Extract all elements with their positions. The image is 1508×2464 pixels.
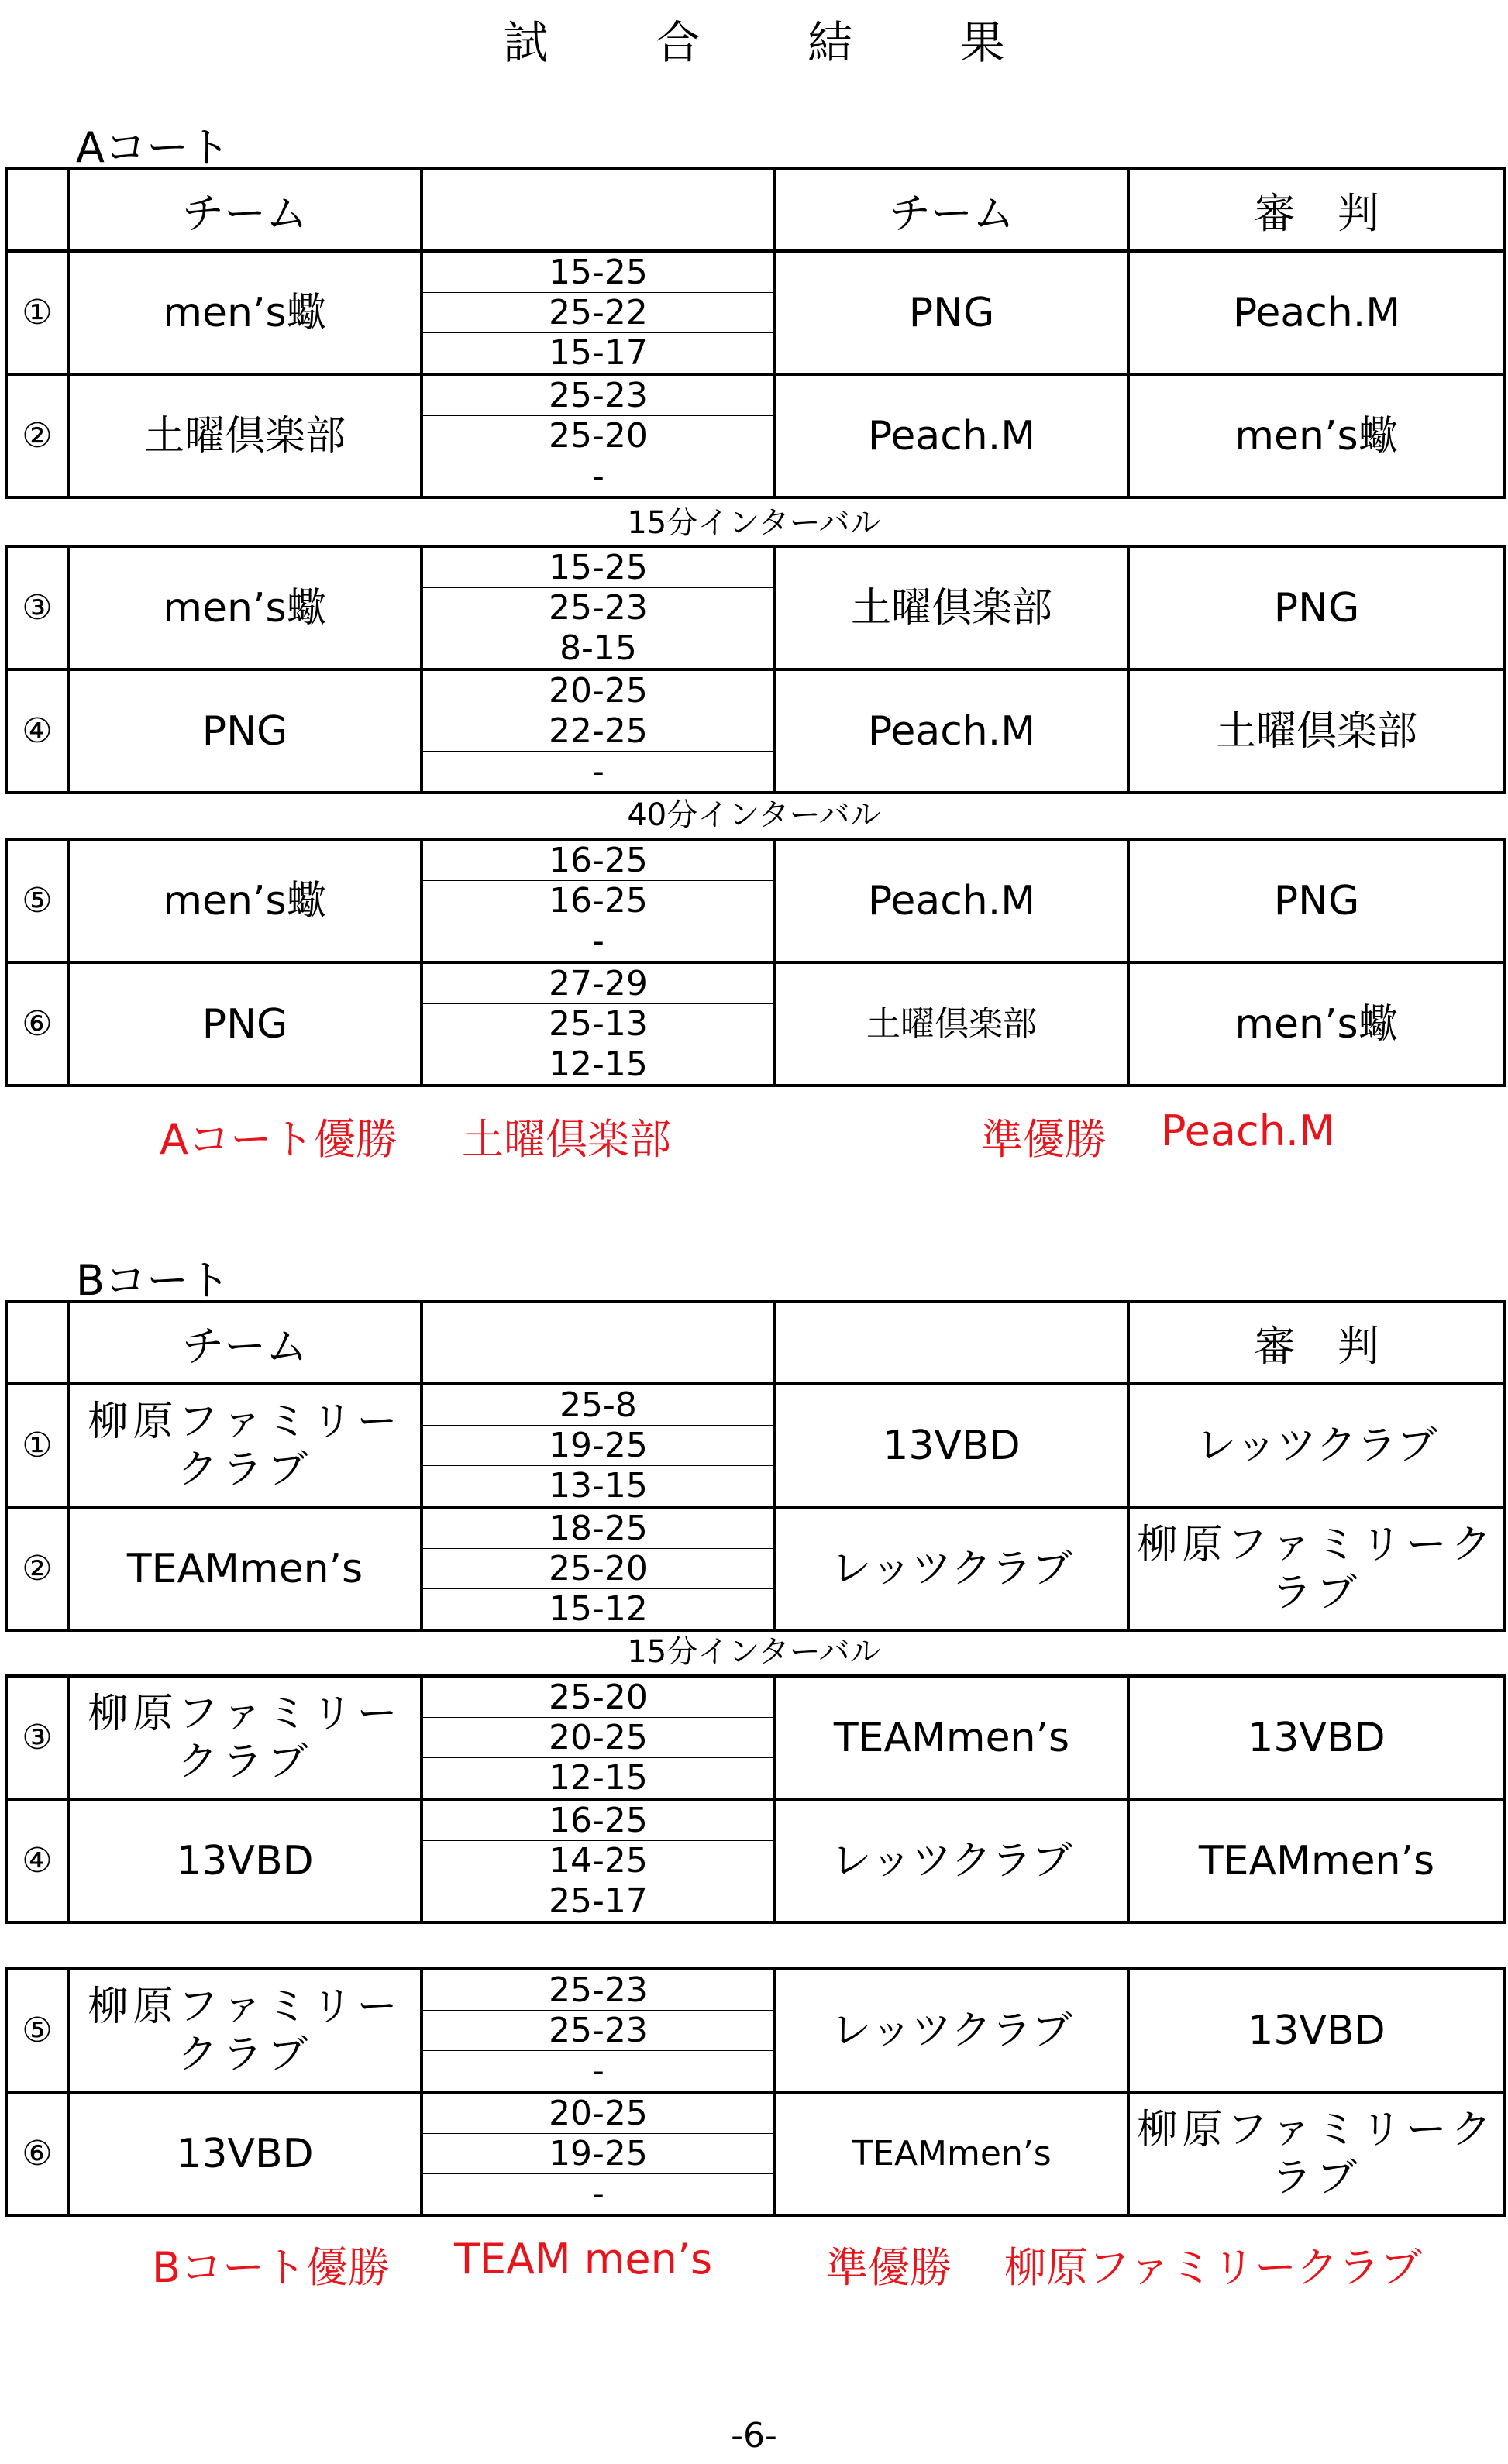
set-score: 14-25 <box>422 1841 775 1881</box>
header-team1: チーム <box>68 1302 422 1384</box>
match-number: ③ <box>6 1676 68 1799</box>
set-score: 25-8 <box>422 1384 775 1426</box>
set-score: 25-23 <box>422 1969 775 2011</box>
match-number: ⑥ <box>6 962 68 1086</box>
court-a-winner-label: Aコート優勝 <box>160 1115 398 1164</box>
team1: PNG <box>68 962 422 1086</box>
team1: PNG <box>68 669 422 793</box>
team2: TEAMmen’s <box>775 2092 1128 2215</box>
set-score: 27-29 <box>422 962 775 1004</box>
team2: 13VBD <box>775 1384 1128 1507</box>
team1: 柳原ファミリークラブ <box>68 1384 422 1507</box>
header-num <box>6 1302 68 1384</box>
page-number: -6- <box>731 2416 777 2455</box>
interval-label: 15分インターバル <box>627 505 881 541</box>
match-number: ③ <box>6 546 68 669</box>
set-score: 15-25 <box>422 251 775 293</box>
referee: men’s蠍 <box>1128 962 1505 1086</box>
court-a-winner: 土曜倶楽部 <box>462 1115 671 1164</box>
team1: 13VBD <box>68 1799 422 1922</box>
header-referee: 審 判 <box>1128 169 1505 251</box>
set-score: 25-20 <box>422 1549 775 1589</box>
team1: 柳原ファミリークラブ <box>68 1676 422 1799</box>
interval-label: 40分インターバル <box>627 797 881 833</box>
court-a-runnerup: Peach.M <box>1161 1106 1335 1155</box>
header-team2: チーム <box>775 169 1128 251</box>
match-number: ⑤ <box>6 839 68 962</box>
court-b-table-1 <box>5 1300 1506 1632</box>
court-a-table-1 <box>5 167 1506 499</box>
referee: PNG <box>1128 839 1505 962</box>
court-b-runnerup: 柳原ファミリークラブ <box>1004 2243 1422 2292</box>
set-score: 22-25 <box>422 711 775 752</box>
set-score: 8-15 <box>422 628 775 670</box>
set-score: 19-25 <box>422 1426 775 1466</box>
team2: PNG <box>775 251 1128 374</box>
match-number: ⑤ <box>6 1969 68 2092</box>
set-score: 16-25 <box>422 881 775 921</box>
set-score: 25-17 <box>422 1881 775 1923</box>
set-score: 19-25 <box>422 2134 775 2174</box>
team2: 土曜倶楽部 <box>775 546 1128 669</box>
court-a-runnerup-label: 準優勝 <box>981 1115 1107 1164</box>
set-score: - <box>422 921 775 963</box>
court-b-winner-label: Bコート優勝 <box>152 2243 391 2292</box>
header-score <box>422 169 775 251</box>
set-score: 12-15 <box>422 1758 775 1800</box>
set-score: 15-12 <box>422 1589 775 1631</box>
team1: 土曜倶楽部 <box>68 374 422 497</box>
set-score: - <box>422 752 775 793</box>
court-a-table-2 <box>5 545 1506 794</box>
team2: 土曜倶楽部 <box>775 962 1128 1086</box>
court-b-table-2 <box>5 1674 1506 1924</box>
header-team2 <box>775 1302 1128 1384</box>
set-score: 18-25 <box>422 1507 775 1549</box>
referee: 13VBD <box>1128 1676 1505 1799</box>
referee: 柳原ファミリークラブ <box>1128 2092 1505 2215</box>
team1: 柳原ファミリークラブ <box>68 1969 422 2092</box>
set-score: 16-25 <box>422 839 775 881</box>
match-number: ⑥ <box>6 2092 68 2215</box>
match-number: ① <box>6 251 68 374</box>
team2: レッツクラブ <box>775 1799 1128 1922</box>
team1: men’s蠍 <box>68 546 422 669</box>
referee: 土曜倶楽部 <box>1128 669 1505 793</box>
set-score: - <box>422 2051 775 2093</box>
set-score: 20-25 <box>422 1718 775 1758</box>
set-score: 25-20 <box>422 416 775 456</box>
court-b-runnerup-label: 準優勝 <box>826 2243 952 2292</box>
interval-label: 15分インターバル <box>627 1634 881 1670</box>
court-b-label: Bコート <box>76 1256 231 1305</box>
set-score: 25-22 <box>422 293 775 333</box>
court-b-winner: TEAM men’s <box>454 2235 713 2283</box>
set-score: 25-23 <box>422 2011 775 2051</box>
referee: TEAMmen’s <box>1128 1799 1505 1922</box>
set-score: 15-17 <box>422 333 775 375</box>
team1: men’s蠍 <box>68 839 422 962</box>
set-score: 15-25 <box>422 546 775 588</box>
set-score: 20-25 <box>422 669 775 711</box>
team2: レッツクラブ <box>775 1507 1128 1630</box>
set-score: 20-25 <box>422 2092 775 2134</box>
team2: Peach.M <box>775 669 1128 793</box>
match-number: ④ <box>6 1799 68 1922</box>
header-team1: チーム <box>68 169 422 251</box>
match-number: ④ <box>6 669 68 793</box>
set-score: - <box>422 2174 775 2216</box>
set-score: 13-15 <box>422 1466 775 1508</box>
match-number: ② <box>6 374 68 497</box>
court-a-label: Aコート <box>76 123 230 172</box>
team2: TEAMmen’s <box>775 1676 1128 1799</box>
team2: Peach.M <box>775 374 1128 497</box>
set-score: 25-13 <box>422 1004 775 1044</box>
court-b-table-3 <box>5 1967 1506 2217</box>
set-score: - <box>422 456 775 498</box>
set-score: 25-23 <box>422 588 775 628</box>
page-title: 試 合 結 果 <box>503 16 1052 69</box>
set-score: 12-15 <box>422 1044 775 1086</box>
match-number: ② <box>6 1507 68 1630</box>
team1: 13VBD <box>68 2092 422 2215</box>
referee: 13VBD <box>1128 1969 1505 2092</box>
team1: TEAMmen’s <box>68 1507 422 1630</box>
team2: Peach.M <box>775 839 1128 962</box>
set-score: 25-23 <box>422 374 775 416</box>
referee: 柳原ファミリークラブ <box>1128 1507 1505 1630</box>
referee: PNG <box>1128 546 1505 669</box>
team1: men’s蠍 <box>68 251 422 374</box>
referee: men’s蠍 <box>1128 374 1505 497</box>
court-a-table-3 <box>5 838 1506 1087</box>
referee: Peach.M <box>1128 251 1505 374</box>
header-score <box>422 1302 775 1384</box>
team2: レッツクラブ <box>775 1969 1128 2092</box>
match-number: ① <box>6 1384 68 1507</box>
header-referee: 審 判 <box>1128 1302 1505 1384</box>
header-num <box>6 169 68 251</box>
set-score: 16-25 <box>422 1799 775 1841</box>
set-score: 25-20 <box>422 1676 775 1718</box>
referee: レッツクラブ <box>1128 1384 1505 1507</box>
